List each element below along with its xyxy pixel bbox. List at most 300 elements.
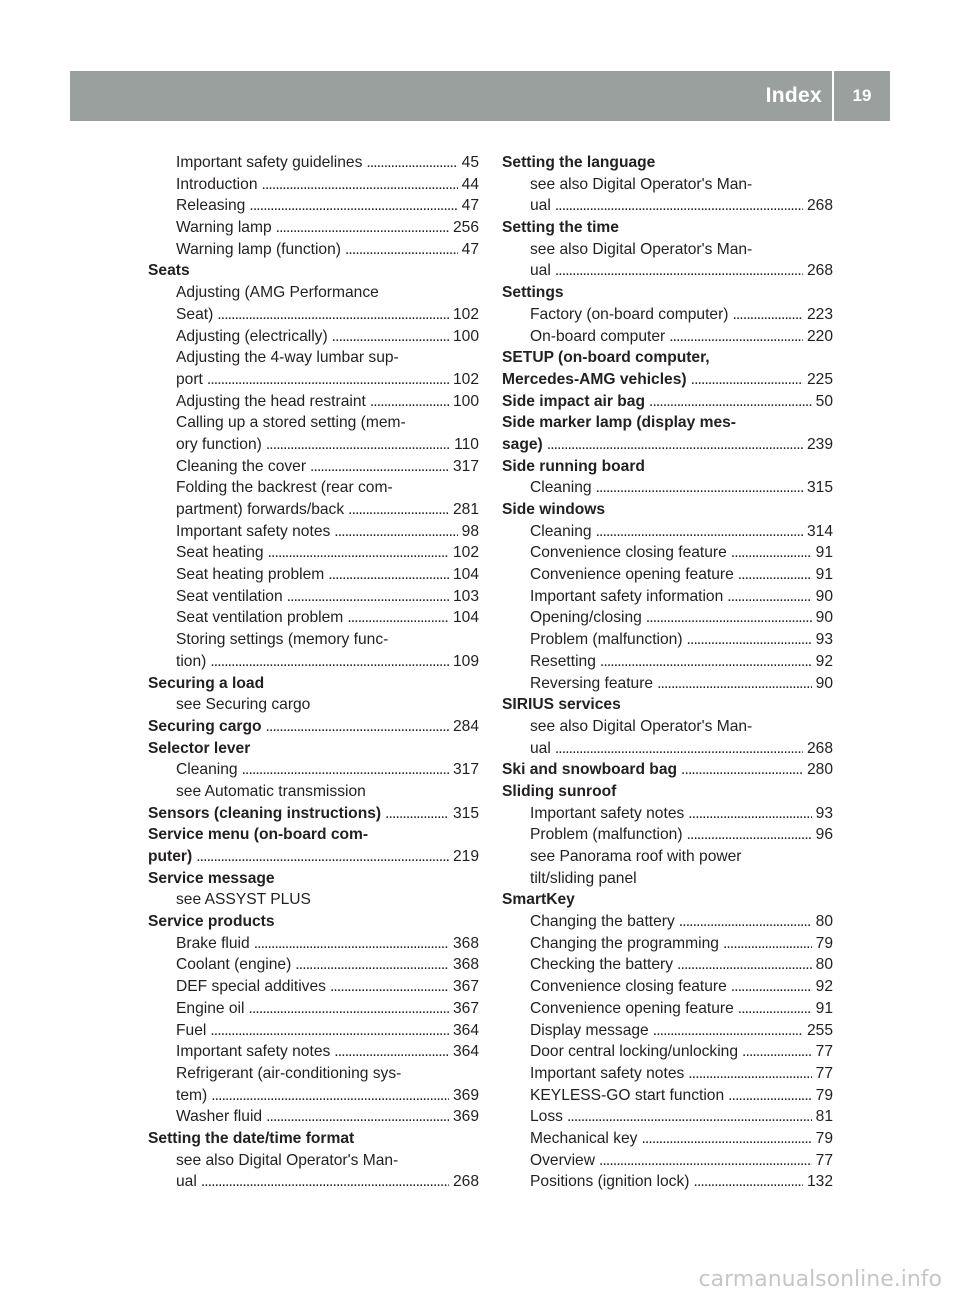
index-entry[interactable] <box>148 434 479 456</box>
page-reference[interactable]: 281 <box>452 501 479 518</box>
entry-text: Problem (malfunction) <box>530 826 683 844</box>
entry-text: DEF special additives <box>176 978 326 996</box>
entry-text: KEYLESS-GO start function <box>530 1086 725 1104</box>
page-reference[interactable]: 92 <box>815 978 833 996</box>
entry-text: Service message <box>148 869 275 887</box>
page-reference[interactable]: 79 <box>815 934 833 952</box>
page-reference[interactable]: 102 <box>452 305 479 323</box>
dot-leader <box>688 1063 811 1085</box>
entry-text: tilt/sliding panel <box>530 869 637 887</box>
entry-text: Adjusting the 4-way lumbar sup- <box>176 349 399 367</box>
entry-text: see Panorama roof with power <box>530 848 742 865</box>
page-reference[interactable]: 317 <box>452 761 479 779</box>
page-reference[interactable]: 317 <box>452 457 479 475</box>
page-reference[interactable]: 255 <box>806 1021 833 1039</box>
index-entry <box>148 889 479 911</box>
index-entry <box>148 477 479 499</box>
index-entry[interactable] <box>502 586 833 608</box>
page-reference[interactable]: 93 <box>815 631 833 649</box>
index-entry[interactable] <box>148 976 479 998</box>
entry-text: Convenience opening feature <box>530 566 734 584</box>
entry-text: Important safety information <box>530 587 724 605</box>
dot-leader <box>600 651 812 673</box>
page-reference[interactable]: 268 <box>806 197 833 215</box>
page-reference[interactable]: 102 <box>452 544 479 562</box>
page-reference[interactable]: 284 <box>452 717 479 735</box>
page-reference[interactable]: 90 <box>815 609 833 627</box>
index-entry[interactable] <box>502 1128 833 1150</box>
entry-text: Loss <box>530 1108 563 1126</box>
index-column-right <box>502 152 833 1193</box>
index-entry[interactable] <box>148 586 479 608</box>
dot-leader <box>366 152 457 174</box>
dot-leader <box>732 304 803 326</box>
entry-text: SIRIUS services <box>502 696 621 714</box>
page-reference[interactable]: 79 <box>815 1086 833 1104</box>
index-entry[interactable] <box>502 1041 833 1063</box>
dot-leader <box>295 954 449 976</box>
entry-text: Seat heating problem <box>176 566 325 584</box>
index-entry[interactable] <box>148 304 479 326</box>
entry-text: Display message <box>530 1021 649 1039</box>
entry-text: ual <box>530 262 551 280</box>
dot-leader <box>254 933 449 955</box>
page-reference[interactable]: 268 <box>806 739 833 757</box>
entry-text: Factory (on-board computer) <box>530 305 729 323</box>
index-entry[interactable] <box>502 1085 833 1107</box>
index-entry <box>502 239 833 261</box>
page-reference[interactable]: 96 <box>815 826 833 844</box>
dot-leader <box>681 759 803 781</box>
page-header <box>70 71 890 121</box>
entry-text: Sliding sunroof <box>502 782 617 800</box>
index-heading <box>148 673 479 695</box>
entry-text: Important safety notes <box>530 1064 685 1082</box>
index-entry[interactable] <box>502 976 833 998</box>
index-heading[interactable] <box>502 391 833 413</box>
entry-text: Cleaning <box>176 761 238 779</box>
index-entry <box>502 846 833 868</box>
page-reference[interactable]: 223 <box>806 305 833 323</box>
page-reference[interactable]: 80 <box>815 956 833 974</box>
index-heading <box>502 456 833 478</box>
page-reference[interactable]: 91 <box>815 999 833 1017</box>
dot-leader <box>266 1106 449 1128</box>
index-heading <box>502 412 833 434</box>
entry-text: Opening/closing <box>530 609 642 627</box>
index-entry[interactable] <box>502 326 833 348</box>
index-entry[interactable] <box>148 195 479 217</box>
entry-text: Changing the battery <box>530 913 675 931</box>
dot-leader <box>196 846 449 868</box>
page-reference[interactable]: 92 <box>815 652 833 670</box>
index-entry[interactable] <box>148 174 479 196</box>
dot-leader <box>370 391 449 413</box>
index-entry[interactable] <box>148 391 479 413</box>
dot-leader <box>210 1020 449 1042</box>
page-reference[interactable]: 268 <box>806 262 833 280</box>
dot-leader <box>738 564 812 586</box>
entry-text: Convenience closing feature <box>530 978 727 996</box>
index-entry[interactable] <box>148 933 479 955</box>
index-entry[interactable] <box>502 1150 833 1172</box>
dot-leader <box>555 260 803 282</box>
page-reference[interactable]: 102 <box>452 370 479 388</box>
dot-leader <box>596 521 803 543</box>
page-reference[interactable]: 225 <box>806 370 833 388</box>
page-reference[interactable]: 81 <box>815 1108 833 1126</box>
dot-leader <box>693 1171 802 1193</box>
entry-text: Side windows <box>502 501 606 518</box>
entry-text: ory function) <box>176 435 262 453</box>
dot-leader <box>646 607 812 629</box>
page-reference[interactable]: 90 <box>815 674 833 692</box>
entry-text: Overview <box>530 1151 595 1169</box>
page-reference[interactable]: 268 <box>452 1173 479 1191</box>
dot-leader <box>599 1150 812 1172</box>
entry-text: Checking the battery <box>530 956 674 974</box>
index-entry[interactable] <box>148 1020 479 1042</box>
entry-text: tem) <box>176 1086 208 1104</box>
page-reference[interactable]: 98 <box>461 522 479 540</box>
entry-text: ual <box>530 739 551 757</box>
dot-leader <box>731 542 812 564</box>
entry-text: Warning lamp <box>176 219 272 237</box>
index-entry[interactable] <box>148 954 479 976</box>
entry-text: Setting the time <box>502 219 619 237</box>
page-reference[interactable]: 104 <box>452 609 479 627</box>
page-reference[interactable]: 239 <box>806 435 833 453</box>
page-reference[interactable]: 367 <box>452 978 479 996</box>
dot-leader <box>249 195 457 217</box>
index-entry[interactable] <box>148 542 479 564</box>
page-reference[interactable]: 93 <box>815 804 833 822</box>
entry-text: Changing the programming <box>530 934 719 952</box>
entry-text: Adjusting (electrically) <box>176 327 328 345</box>
dot-leader <box>347 607 449 629</box>
page-reference[interactable]: 90 <box>815 587 833 605</box>
index-entry[interactable] <box>148 239 479 261</box>
entry-text: ual <box>176 1173 197 1191</box>
entry-text: Calling up a stored setting (mem- <box>176 414 406 432</box>
entry-text: Settings <box>502 284 564 302</box>
entry-text: Fuel <box>176 1021 207 1039</box>
page-reference[interactable]: 314 <box>806 522 833 540</box>
entry-text: SETUP (on-board computer, <box>502 349 710 367</box>
entry-text: see ASSYST PLUS <box>176 891 311 909</box>
index-heading[interactable] <box>502 434 833 456</box>
dot-leader <box>211 1085 449 1107</box>
page-reference[interactable]: 91 <box>815 544 833 562</box>
dot-leader <box>687 824 812 846</box>
index-heading <box>502 781 833 803</box>
index-heading <box>502 152 833 174</box>
entry-text: ual <box>530 197 551 215</box>
dot-leader <box>657 673 812 695</box>
index-entry[interactable] <box>502 803 833 825</box>
dot-leader <box>217 304 449 326</box>
page-reference[interactable]: 219 <box>452 848 479 865</box>
dot-leader <box>727 586 811 608</box>
entry-text: Convenience opening feature <box>530 999 734 1017</box>
page-reference[interactable]: 132 <box>806 1173 833 1191</box>
index-entry[interactable] <box>502 1171 833 1193</box>
entry-text: Washer fluid <box>176 1108 263 1126</box>
index-entry <box>502 868 833 890</box>
index-entry[interactable] <box>148 152 479 174</box>
index-entry[interactable] <box>148 998 479 1020</box>
section-title: Index <box>765 84 822 107</box>
index-heading <box>148 260 479 282</box>
index-entry <box>502 716 833 738</box>
dot-leader <box>345 239 458 261</box>
index-entry[interactable] <box>502 824 833 846</box>
entry-text: Convenience closing feature <box>530 544 727 562</box>
page-reference[interactable]: 104 <box>452 566 479 584</box>
entry-text: tion) <box>176 652 207 670</box>
index-entry[interactable] <box>148 1171 479 1193</box>
dot-leader <box>330 976 449 998</box>
page-reference[interactable]: 77 <box>815 1064 833 1082</box>
index-heading <box>148 824 479 846</box>
dot-leader <box>210 651 449 673</box>
dot-leader <box>262 174 458 196</box>
dot-leader <box>310 456 449 478</box>
entry-text: Positions (ignition lock) <box>530 1173 690 1191</box>
index-heading[interactable] <box>502 369 833 391</box>
index-entry[interactable] <box>502 521 833 543</box>
page-reference[interactable]: 256 <box>452 219 479 237</box>
page-reference[interactable]: 369 <box>452 1108 479 1126</box>
entry-text: Side running board <box>502 457 645 475</box>
dot-leader <box>332 326 449 348</box>
page-reference[interactable]: 109 <box>452 652 479 670</box>
index-heading <box>148 911 479 933</box>
entry-text: Reversing feature <box>530 674 654 692</box>
index-entry <box>148 1150 479 1172</box>
index-heading <box>148 738 479 760</box>
index-entry[interactable] <box>502 564 833 586</box>
index-entry[interactable] <box>502 304 833 326</box>
page-reference[interactable]: 44 <box>461 175 479 193</box>
index-entry[interactable] <box>502 673 833 695</box>
index-entry <box>148 412 479 434</box>
dot-leader <box>242 759 449 781</box>
page-reference[interactable]: 47 <box>461 197 479 215</box>
entry-text: see also Digital Operator's Man- <box>530 175 753 193</box>
index-entry <box>148 694 479 716</box>
dot-leader <box>723 933 812 955</box>
dot-leader <box>385 803 449 825</box>
entry-text: Seat ventilation problem <box>176 609 344 627</box>
index-entry[interactable] <box>148 326 479 348</box>
entry-text: Engine oil <box>176 999 245 1017</box>
entry-text: Setting the date/time format <box>148 1129 355 1147</box>
dot-leader <box>649 391 812 413</box>
dot-leader <box>742 1041 812 1063</box>
entry-text: Warning lamp (function) <box>176 240 341 258</box>
dot-leader <box>555 738 803 760</box>
page-reference[interactable]: 280 <box>806 761 833 779</box>
index-entry[interactable] <box>148 564 479 586</box>
page-reference[interactable]: 50 <box>815 392 833 410</box>
entry-text: Seat ventilation <box>176 587 283 605</box>
entry-text: On-board computer <box>530 327 666 345</box>
index-heading[interactable] <box>148 803 479 825</box>
index-entry[interactable] <box>148 1106 479 1128</box>
entry-text: Important safety guidelines <box>176 154 363 171</box>
index-heading <box>502 694 833 716</box>
index-entry[interactable] <box>502 542 833 564</box>
entry-text: Mercedes-AMG vehicles) <box>502 370 687 388</box>
dot-leader <box>266 716 449 738</box>
entry-text: Setting the language <box>502 154 656 171</box>
entry-text: Resetting <box>530 652 596 670</box>
index-entry[interactable] <box>148 759 479 781</box>
dot-leader <box>596 477 803 499</box>
entry-text: Selector lever <box>148 739 251 757</box>
dot-leader <box>677 954 812 976</box>
entry-text: Important safety notes <box>530 804 685 822</box>
entry-text: Ski and snowboard bag <box>502 761 678 779</box>
page-number: 19 <box>852 86 872 105</box>
index-entry[interactable] <box>148 456 479 478</box>
entry-text: Brake fluid <box>176 934 250 952</box>
index-entry[interactable] <box>148 521 479 543</box>
index-heading[interactable] <box>148 716 479 738</box>
page-reference[interactable]: 45 <box>461 154 479 171</box>
index-heading[interactable] <box>502 759 833 781</box>
dot-leader <box>567 1106 812 1128</box>
entry-text: see also Digital Operator's Man- <box>530 240 753 258</box>
index-entry[interactable] <box>502 607 833 629</box>
entry-text: Seats <box>148 262 190 280</box>
index-column-left <box>148 152 479 1193</box>
entry-text: Cleaning the cover <box>176 457 307 475</box>
entry-text: Releasing <box>176 197 246 215</box>
page-reference[interactable]: 315 <box>806 479 833 497</box>
dot-leader <box>687 629 812 651</box>
page-reference[interactable]: 368 <box>452 934 479 952</box>
entry-text: Securing cargo <box>148 717 262 735</box>
index-entry[interactable] <box>502 651 833 673</box>
dot-leader <box>287 586 449 608</box>
index-entry[interactable] <box>148 1085 479 1107</box>
index-entry[interactable] <box>148 217 479 239</box>
page-reference[interactable]: 220 <box>806 327 833 345</box>
index-entry[interactable] <box>502 933 833 955</box>
index-entry[interactable] <box>148 369 479 391</box>
dot-leader <box>328 564 449 586</box>
index-entry[interactable] <box>502 1063 833 1085</box>
index-heading <box>148 1128 479 1150</box>
dot-leader <box>731 976 812 998</box>
entry-text: Mechanical key <box>530 1129 638 1147</box>
index-entry <box>148 282 479 304</box>
dot-leader <box>334 521 457 543</box>
index-entry[interactable] <box>148 1041 479 1063</box>
page-reference[interactable]: 367 <box>452 999 479 1017</box>
page-reference[interactable]: 368 <box>452 956 479 974</box>
page-reference[interactable]: 364 <box>452 1021 479 1039</box>
index-entry[interactable] <box>502 954 833 976</box>
index-entry[interactable] <box>502 629 833 651</box>
index-entry[interactable] <box>502 195 833 217</box>
page-reference[interactable]: 91 <box>815 566 833 584</box>
dot-leader <box>276 217 449 239</box>
entry-text: Cleaning <box>530 479 592 497</box>
entry-text: Folding the backrest (rear com- <box>176 479 393 497</box>
index-entry[interactable] <box>502 738 833 760</box>
entry-text: Sensors (cleaning instructions) <box>148 804 382 822</box>
index-entry <box>502 174 833 196</box>
dot-leader <box>201 1171 449 1193</box>
index-entry[interactable] <box>502 1020 833 1042</box>
page-reference[interactable]: 77 <box>815 1151 833 1169</box>
dot-leader <box>653 1020 803 1042</box>
dot-leader <box>207 369 449 391</box>
index-entry[interactable] <box>502 1106 833 1128</box>
index-entry[interactable] <box>502 477 833 499</box>
entry-text: Introduction <box>176 175 258 193</box>
entry-text: see also Digital Operator's Man- <box>176 1151 399 1169</box>
entry-text: SmartKey <box>502 891 575 909</box>
page-reference[interactable]: 315 <box>452 804 479 822</box>
dot-leader <box>547 434 803 456</box>
dot-leader <box>348 499 449 521</box>
entry-text: see Securing cargo <box>176 696 311 714</box>
page-reference[interactable]: 364 <box>452 1043 479 1061</box>
index-entry[interactable] <box>502 260 833 282</box>
page-reference[interactable]: 110 <box>454 435 479 453</box>
index-entry[interactable] <box>148 651 479 673</box>
entry-text: Refrigerant (air-conditioning sys- <box>176 1064 402 1082</box>
index-entry[interactable] <box>148 499 479 521</box>
index-heading[interactable] <box>148 846 479 868</box>
entry-text: Securing a load <box>148 674 265 692</box>
entry-text: Important safety notes <box>176 522 331 540</box>
index-entry[interactable] <box>148 607 479 629</box>
page-reference[interactable]: 100 <box>452 327 479 345</box>
index-entry[interactable] <box>502 998 833 1020</box>
index-entry <box>148 347 479 369</box>
entry-text: Cleaning <box>530 522 592 540</box>
entry-text: Adjusting the head restraint <box>176 392 366 410</box>
dot-leader <box>268 542 449 564</box>
index-entry[interactable] <box>502 911 833 933</box>
index-entry <box>148 781 479 803</box>
page-reference[interactable]: 103 <box>452 587 479 605</box>
page-reference[interactable]: 100 <box>452 392 479 410</box>
page-reference[interactable]: 77 <box>815 1043 833 1061</box>
dot-leader <box>679 911 812 933</box>
entry-text: partment) forwards/back <box>176 501 345 518</box>
page-reference[interactable]: 80 <box>815 913 833 931</box>
dot-leader <box>728 1085 812 1107</box>
entry-text: port <box>176 370 203 388</box>
entry-text: Door central locking/unlocking <box>530 1043 739 1061</box>
dot-leader <box>249 998 449 1020</box>
entry-text: Coolant (engine) <box>176 956 292 974</box>
entry-text: see also Digital Operator's Man- <box>530 717 753 735</box>
page-reference[interactable]: 47 <box>461 240 479 258</box>
entry-text: Seat heating <box>176 544 264 562</box>
entry-text: puter) <box>148 848 193 865</box>
index-heading <box>502 282 833 304</box>
page-reference[interactable]: 79 <box>815 1129 833 1147</box>
page-reference[interactable]: 369 <box>452 1086 479 1104</box>
dot-leader <box>555 195 803 217</box>
